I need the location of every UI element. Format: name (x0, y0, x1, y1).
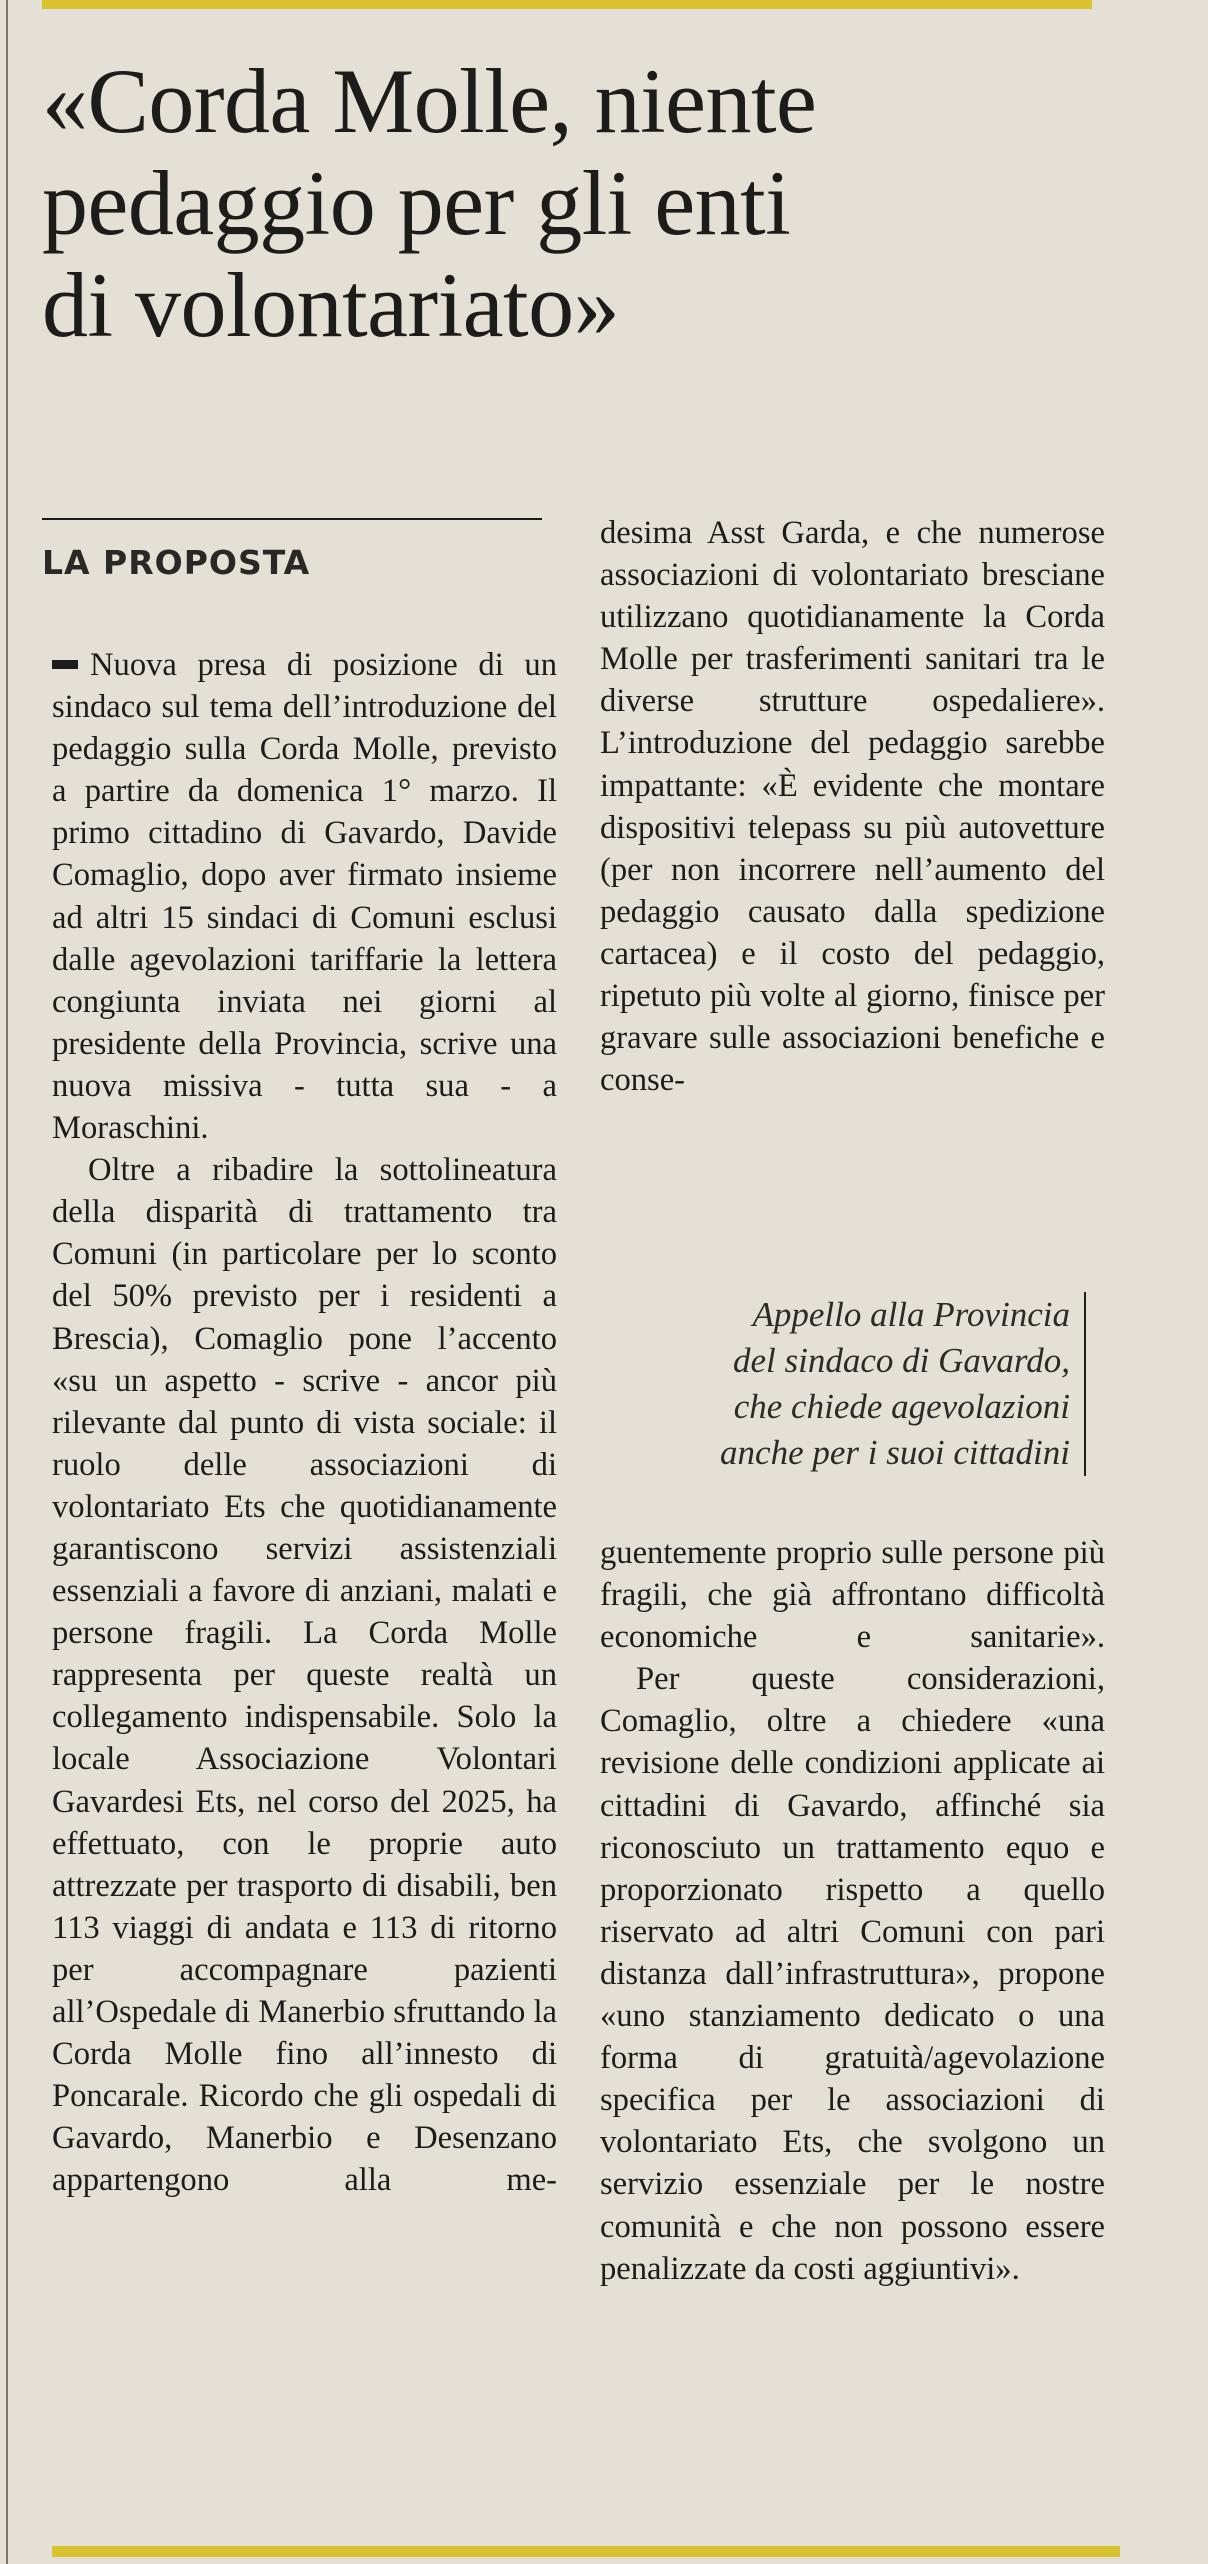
lead-marker-icon (52, 660, 78, 669)
pull-quote-line: che chiede agevolazioni (733, 1387, 1070, 1426)
body-paragraph-continued: desima Asst Garda, e che numerose associazioni di volontariato bresciane utilizzano quotidianamente la Corda Molle per trasferimenti sanitari tra le diverse strutture ospedaliere». L’introduzione del pedaggio sarebbe impattante: «È evidente che montare dispositivi telepass su più autovetture (per non incorrere nell’aumento del pedaggio causato dalla spedizione cartacea) e il costo del pedaggio, ripetuto più volte al giorno, finisce per gravare sulle associazioni benefiche e conse- (600, 515, 1105, 1099)
right-column-bottom (600, 1532, 1105, 2290)
article-headline (42, 50, 1162, 356)
lead-paragraph-text: Nuova presa di posizione di un sindaco sul tema dell’introduzione del pedaggio sulla Corda Molle, previsto a partire da domenica 1° marzo. Il primo cittadino di Gavardo, Davide Comaglio, dopo aver firmato insieme ad altri 15 sindaci di Comuni esclusi dalle agevolazioni tariffarie la lettera congiunta inviata nei giorni al presidente della Provincia, scrive una nuova missiva - tutta sua - a Moraschini. (52, 647, 557, 1147)
headline-line-2: pedaggio per gli enti (42, 152, 791, 254)
article-kicker: LA PROPOSTA (42, 543, 311, 582)
headline-line-3: di volontariato» (42, 254, 620, 356)
right-column-top (600, 512, 1105, 1101)
lead-paragraph (52, 644, 557, 1149)
pull-quote-line: Appello alla Provincia (752, 1295, 1070, 1334)
kicker-rule (42, 518, 542, 520)
top-accent-bar (42, 0, 1092, 9)
left-column (52, 644, 557, 2201)
body-paragraph: Oltre a ribadire la sottolineatura della disparità di trattamento tra Comuni (in particolare per lo sconto del 50% previsto per i residenti a Brescia), Comaglio pone l’accento «su un aspetto - scrive - ancor più rilevante dal punto di vista sociale: il ruolo delle associazioni di volontariato Ets che quotidianamente garantiscono servizi assistenziali essenziali a favore di anziani, malati e persone fragili. La Corda Molle rappresenta per queste realtà un collegamento indispensabile. Solo la locale Associazione Volontari Gavardesi Ets, nel corso del 2025, ha effettuato, con le proprie auto attrezzate per trasporto di disabili, ben 113 viaggi di andata e 113 di ritorno per accompagnare pazienti all’Ospedale di Manerbio sfruttando la Corda Molle fino all’innesto di Poncarale. Ricordo che gli ospedali di Gavardo, Manerbio e Desenzano appartengono alla me- (52, 1152, 557, 2199)
body-paragraph-continued: guentemente proprio sulle persone più fragili, che già affrontano difficoltà economiche e sanitarie». (600, 1535, 1105, 1656)
pull-quote-line: del sindaco di Gavardo, (733, 1341, 1070, 1380)
closing-paragraph: Per queste considerazioni, Comaglio, oltre a chiedere «una revisione delle condizioni applicate ai cittadini di Gavardo, affinché sia riconosciuto un trattamento equo e proporzionato rispetto a quello riservato ad altri Comuni con pari distanza dall’infrastruttura», propone «uno stanziamento dedicato o una forma di gratuità/agevolazione specifica per le associazioni di volontariato Ets, che svolgono un servizio essenziale per le nostre comunità e che non possono essere penalizzate da costi aggiuntivi». (600, 1661, 1105, 2287)
pull-quote-line: anche per i suoi cittadini (720, 1433, 1070, 1472)
page-left-rule (6, 0, 8, 2564)
bottom-accent-bar (52, 2546, 1120, 2557)
headline-line-1: «Corda Molle, niente (42, 50, 817, 152)
pull-quote (600, 1292, 1086, 1476)
